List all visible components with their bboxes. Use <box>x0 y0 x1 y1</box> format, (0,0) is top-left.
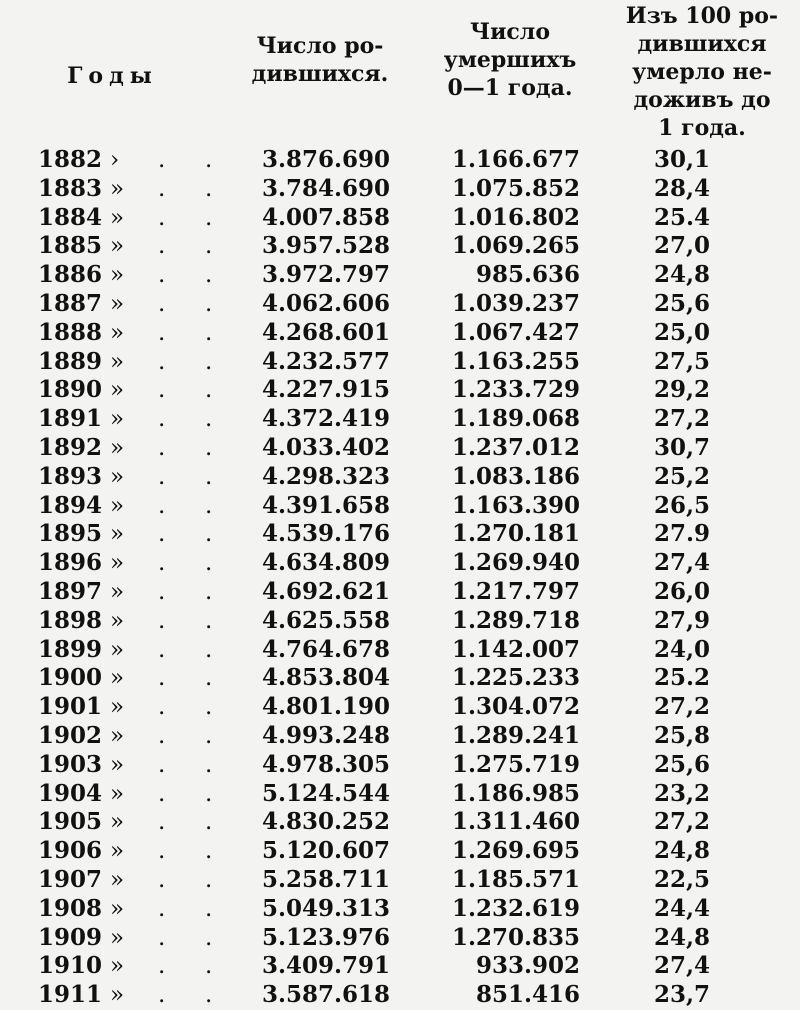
deaths-cell: 1.311.460 <box>451 808 580 836</box>
ditto-mark: » <box>110 665 125 692</box>
mortality-percent-cell: 27.9 <box>653 520 710 548</box>
leader-dot: . <box>158 406 166 433</box>
leader-dot: . <box>158 578 166 605</box>
leader-dot: . <box>158 348 166 375</box>
leader-dot: . <box>205 233 213 260</box>
leader-dot: . <box>158 377 166 404</box>
year-cell: 1896 <box>38 549 103 577</box>
leader-dot: . <box>205 809 213 836</box>
deaths-cell: 1.189.068 <box>451 405 580 433</box>
year-cell: 1903 <box>38 750 103 778</box>
mortality-percent-cell: 27,2 <box>653 693 710 721</box>
leader-dot: . <box>158 636 166 663</box>
year-cell: 1893 <box>38 462 103 490</box>
year-cell: 1908 <box>38 894 103 922</box>
leader-dot: . <box>205 578 213 605</box>
year-cell: 1899 <box>38 635 103 663</box>
leader-dot: . <box>158 866 166 893</box>
table-body <box>0 146 800 1010</box>
births-cell: 4.298.323 <box>261 462 390 490</box>
mortality-percent-cell: 27,9 <box>653 606 710 634</box>
year-cell: 1885 <box>38 232 103 260</box>
leader-dot: . <box>205 722 213 749</box>
leader-dot: . <box>205 377 213 404</box>
leader-dot: . <box>205 348 213 375</box>
births-cell: 5.124.544 <box>261 779 390 807</box>
births-cell: 4.268.601 <box>261 318 390 346</box>
deaths-cell: 1.304.072 <box>451 693 580 721</box>
ditto-mark: » <box>110 780 125 807</box>
year-cell: 1888 <box>38 318 103 346</box>
table-row <box>0 693 800 722</box>
leader-dot: . <box>158 434 166 461</box>
table-row <box>0 290 800 319</box>
table-row <box>0 405 800 434</box>
leader-dot: . <box>158 982 166 1009</box>
ditto-mark: » <box>110 953 125 980</box>
leader-dot: . <box>205 319 213 346</box>
leader-dot: . <box>158 694 166 721</box>
leader-dot: . <box>158 319 166 346</box>
leader-dot: . <box>205 463 213 490</box>
deaths-cell: 851.416 <box>475 981 580 1009</box>
deaths-cell: 1.289.241 <box>451 721 580 749</box>
leader-dot: . <box>158 175 166 202</box>
year-cell: 1894 <box>38 491 103 519</box>
mortality-percent-cell: 27,2 <box>653 405 710 433</box>
leader-dot: . <box>158 262 166 289</box>
table-row <box>0 492 800 521</box>
births-cell: 4.033.402 <box>261 433 390 461</box>
table-header <box>0 0 800 145</box>
ditto-mark: » <box>110 694 125 721</box>
table-row <box>0 204 800 233</box>
leader-dot: . <box>205 262 213 289</box>
births-cell: 4.007.858 <box>261 203 390 231</box>
leader-dot: . <box>158 809 166 836</box>
ditto-mark: » <box>110 290 125 317</box>
leader-dot: . <box>158 233 166 260</box>
deaths-cell: 1.270.835 <box>451 923 580 951</box>
leader-dot: . <box>205 751 213 778</box>
mortality-percent-cell: 24,0 <box>653 635 710 663</box>
year-cell: 1889 <box>38 347 103 375</box>
ditto-mark: » <box>110 722 125 749</box>
mortality-percent-cell: 30,1 <box>653 146 710 173</box>
year-cell: 1892 <box>38 433 103 461</box>
deaths-cell: 1.067.427 <box>451 318 580 346</box>
mortality-percent-cell: 27,0 <box>653 232 710 260</box>
mortality-percent-cell: 27,5 <box>653 347 710 375</box>
mortality-percent-cell: 24,8 <box>653 923 710 951</box>
ditto-mark: » <box>110 377 125 404</box>
mortality-percent-cell: 25.4 <box>653 203 710 231</box>
deaths-cell: 1.163.390 <box>451 491 580 519</box>
year-cell: 1897 <box>38 577 103 605</box>
ditto-mark: » <box>110 175 125 202</box>
mortality-percent-cell: 23,7 <box>653 981 710 1009</box>
births-cell: 4.227.915 <box>261 376 390 404</box>
ditto-mark: » <box>110 262 125 289</box>
births-cell: 4.801.190 <box>261 693 390 721</box>
leader-dot: . <box>158 751 166 778</box>
births-cell: 5.123.976 <box>261 923 390 951</box>
year-cell: 1902 <box>38 721 103 749</box>
year-cell: 1898 <box>38 606 103 634</box>
mortality-percent-cell: 22,5 <box>653 865 710 893</box>
deaths-cell: 1.217.797 <box>451 577 580 605</box>
deaths-cell: 1.186.985 <box>451 779 580 807</box>
year-cell: 1891 <box>38 405 103 433</box>
year-cell: 1895 <box>38 520 103 548</box>
leader-dot: . <box>205 492 213 519</box>
leader-dot: . <box>205 434 213 461</box>
table-row <box>0 952 800 981</box>
mortality-percent-cell: 27,4 <box>653 952 710 980</box>
births-cell: 4.993.248 <box>261 721 390 749</box>
mortality-percent-cell: 23,2 <box>653 779 710 807</box>
leader-dot: . <box>205 290 213 317</box>
deaths-cell: 1.075.852 <box>451 174 580 202</box>
leader-dot: . <box>205 982 213 1009</box>
leader-dot: . <box>205 175 213 202</box>
mortality-percent-cell: 25,6 <box>653 750 710 778</box>
ditto-mark: » <box>110 809 125 836</box>
births-cell: 3.972.797 <box>261 261 390 289</box>
year-cell: 1901 <box>38 693 103 721</box>
table-row <box>0 232 800 261</box>
leader-dot: . <box>205 406 213 433</box>
leader-dot: . <box>158 895 166 922</box>
year-cell: 1884 <box>38 203 103 231</box>
table-row <box>0 981 800 1010</box>
table-row <box>0 607 800 636</box>
deaths-cell: 1.225.233 <box>451 664 580 692</box>
leader-dot: . <box>205 636 213 663</box>
births-cell: 3.784.690 <box>261 174 390 202</box>
births-cell: 3.957.528 <box>261 232 390 260</box>
leader-dot: . <box>158 550 166 577</box>
ditto-mark: » <box>110 434 125 461</box>
ditto-mark: » <box>110 550 125 577</box>
ditto-mark: » <box>110 751 125 778</box>
leader-dot: . <box>205 780 213 807</box>
ditto-mark: » <box>110 463 125 490</box>
ditto-mark: » <box>110 982 125 1009</box>
table-row <box>0 664 800 693</box>
year-cell: 1909 <box>38 923 103 951</box>
mortality-percent-cell: 24,8 <box>653 837 710 865</box>
table-row <box>0 808 800 837</box>
header-deaths: Число умершихъ 0—1 года. <box>443 19 577 101</box>
mortality-percent-cell: 27,2 <box>653 808 710 836</box>
ditto-mark: » <box>110 607 125 634</box>
deaths-cell: 1.069.265 <box>451 232 580 260</box>
deaths-cell: 985.636 <box>475 261 580 289</box>
births-cell: 4.853.804 <box>261 664 390 692</box>
leader-dot: . <box>158 463 166 490</box>
year-cell: 1906 <box>38 837 103 865</box>
year-cell: 1890 <box>38 376 103 404</box>
table-row <box>0 636 800 665</box>
deaths-cell: 1.142.007 <box>451 635 580 663</box>
ditto-mark: » <box>110 348 125 375</box>
table-row <box>0 261 800 290</box>
leader-dot: . <box>205 147 213 173</box>
mortality-percent-cell: 25,2 <box>653 462 710 490</box>
year-cell: 1886 <box>38 261 103 289</box>
year-cell: 1882 <box>38 146 103 173</box>
deaths-cell: 1.163.255 <box>451 347 580 375</box>
mortality-percent-cell: 29,2 <box>653 376 710 404</box>
mortality-percent-cell: 24,8 <box>653 261 710 289</box>
table-row <box>0 376 800 405</box>
leader-dot: . <box>158 607 166 634</box>
births-cell: 3.409.791 <box>261 952 390 980</box>
ditto-mark: » <box>110 319 125 346</box>
mortality-percent-cell: 24,4 <box>653 894 710 922</box>
leader-dot: . <box>158 953 166 980</box>
leader-dot: . <box>158 780 166 807</box>
header-births: Число ро- дившихся. <box>251 33 389 87</box>
births-cell: 3.876.690 <box>261 146 390 173</box>
mortality-percent-cell: 25,6 <box>653 289 710 317</box>
year-cell: 1907 <box>38 865 103 893</box>
table-row <box>0 780 800 809</box>
year-cell: 1910 <box>38 952 103 980</box>
births-cell: 4.062.606 <box>261 289 390 317</box>
ditto-mark: » <box>110 866 125 893</box>
births-cell: 3.587.618 <box>261 981 390 1009</box>
births-cell: 5.120.607 <box>261 837 390 865</box>
deaths-cell: 1.269.695 <box>451 837 580 865</box>
mortality-percent-cell: 27,4 <box>653 549 710 577</box>
leader-dot: . <box>205 204 213 231</box>
ditto-mark: » <box>110 204 125 231</box>
mortality-percent-cell: 25,0 <box>653 318 710 346</box>
leader-dot: . <box>205 895 213 922</box>
table-row <box>0 837 800 866</box>
ditto-mark: » <box>110 838 125 865</box>
mortality-percent-cell: 25.2 <box>653 664 710 692</box>
births-cell: 4.830.252 <box>261 808 390 836</box>
leader-dot: . <box>158 722 166 749</box>
year-cell: 1904 <box>38 779 103 807</box>
deaths-cell: 1.016.802 <box>451 203 580 231</box>
leader-dot: . <box>158 665 166 692</box>
leader-dot: . <box>158 204 166 231</box>
table-row <box>0 924 800 953</box>
header-mortality-percent: Изъ 100 ро- дившихся умерло не- доживъ до 1 года. <box>625 3 779 141</box>
mortality-percent-cell: 26,5 <box>653 491 710 519</box>
leader-dot: . <box>205 521 213 548</box>
births-cell: 4.764.678 <box>261 635 390 663</box>
deaths-cell: 1.275.719 <box>451 750 580 778</box>
leader-dot: . <box>205 924 213 951</box>
year-cell: 1911 <box>38 981 103 1009</box>
deaths-cell: 1.269.940 <box>451 549 580 577</box>
table-row <box>0 146 800 175</box>
leader-dot: . <box>205 607 213 634</box>
births-cell: 5.258.711 <box>261 865 390 893</box>
table-row <box>0 722 800 751</box>
leader-dot: . <box>205 838 213 865</box>
leader-dot: . <box>158 290 166 317</box>
year-cell: 1887 <box>38 289 103 317</box>
leader-dot: . <box>158 492 166 519</box>
leader-dot: . <box>205 550 213 577</box>
births-cell: 4.634.809 <box>261 549 390 577</box>
deaths-cell: 1.232.619 <box>451 894 580 922</box>
header-years: Годы <box>67 63 158 89</box>
table-row <box>0 895 800 924</box>
year-cell: 1900 <box>38 664 103 692</box>
leader-dot: . <box>205 953 213 980</box>
table-row <box>0 578 800 607</box>
mortality-percent-cell: 26,0 <box>653 577 710 605</box>
table-row <box>0 549 800 578</box>
ditto-mark: » <box>110 406 125 433</box>
ditto-mark: » <box>110 636 125 663</box>
deaths-cell: 1.237.012 <box>451 433 580 461</box>
mortality-percent-cell: 30,7 <box>653 433 710 461</box>
leader-dot: . <box>205 866 213 893</box>
table-row <box>0 866 800 895</box>
table-row <box>0 175 800 204</box>
table-row <box>0 463 800 492</box>
births-cell: 4.625.558 <box>261 606 390 634</box>
deaths-cell: 1.289.718 <box>451 606 580 634</box>
ditto-mark: » <box>110 233 125 260</box>
births-cell: 4.539.176 <box>261 520 390 548</box>
births-cell: 4.978.305 <box>261 750 390 778</box>
deaths-cell: 1.039.237 <box>451 289 580 317</box>
ditto-mark: » <box>110 521 125 548</box>
ditto-mark: » <box>110 492 125 519</box>
deaths-cell: 1.083.186 <box>451 462 580 490</box>
mortality-percent-cell: 28,4 <box>653 174 710 202</box>
table-row <box>0 319 800 348</box>
deaths-cell: 1.233.729 <box>451 376 580 404</box>
mortality-percent-cell: 25,8 <box>653 721 710 749</box>
deaths-cell: 933.902 <box>475 952 580 980</box>
table-row <box>0 348 800 377</box>
ditto-mark: › <box>110 147 120 173</box>
births-cell: 4.391.658 <box>261 491 390 519</box>
deaths-cell: 1.166.677 <box>451 146 580 173</box>
leader-dot: . <box>205 694 213 721</box>
deaths-cell: 1.270.181 <box>451 520 580 548</box>
leader-dot: . <box>205 665 213 692</box>
ditto-mark: » <box>110 895 125 922</box>
table-row <box>0 751 800 780</box>
leader-dot: . <box>158 838 166 865</box>
births-cell: 4.372.419 <box>261 405 390 433</box>
births-cell: 4.232.577 <box>261 347 390 375</box>
leader-dot: . <box>158 147 166 173</box>
births-cell: 4.692.621 <box>261 577 390 605</box>
deaths-cell: 1.185.571 <box>451 865 580 893</box>
ditto-mark: » <box>110 578 125 605</box>
births-cell: 5.049.313 <box>261 894 390 922</box>
table-row <box>0 520 800 549</box>
year-cell: 1883 <box>38 174 103 202</box>
leader-dot: . <box>158 521 166 548</box>
ditto-mark: » <box>110 924 125 951</box>
year-cell: 1905 <box>38 808 103 836</box>
leader-dot: . <box>158 924 166 951</box>
table-row <box>0 434 800 463</box>
